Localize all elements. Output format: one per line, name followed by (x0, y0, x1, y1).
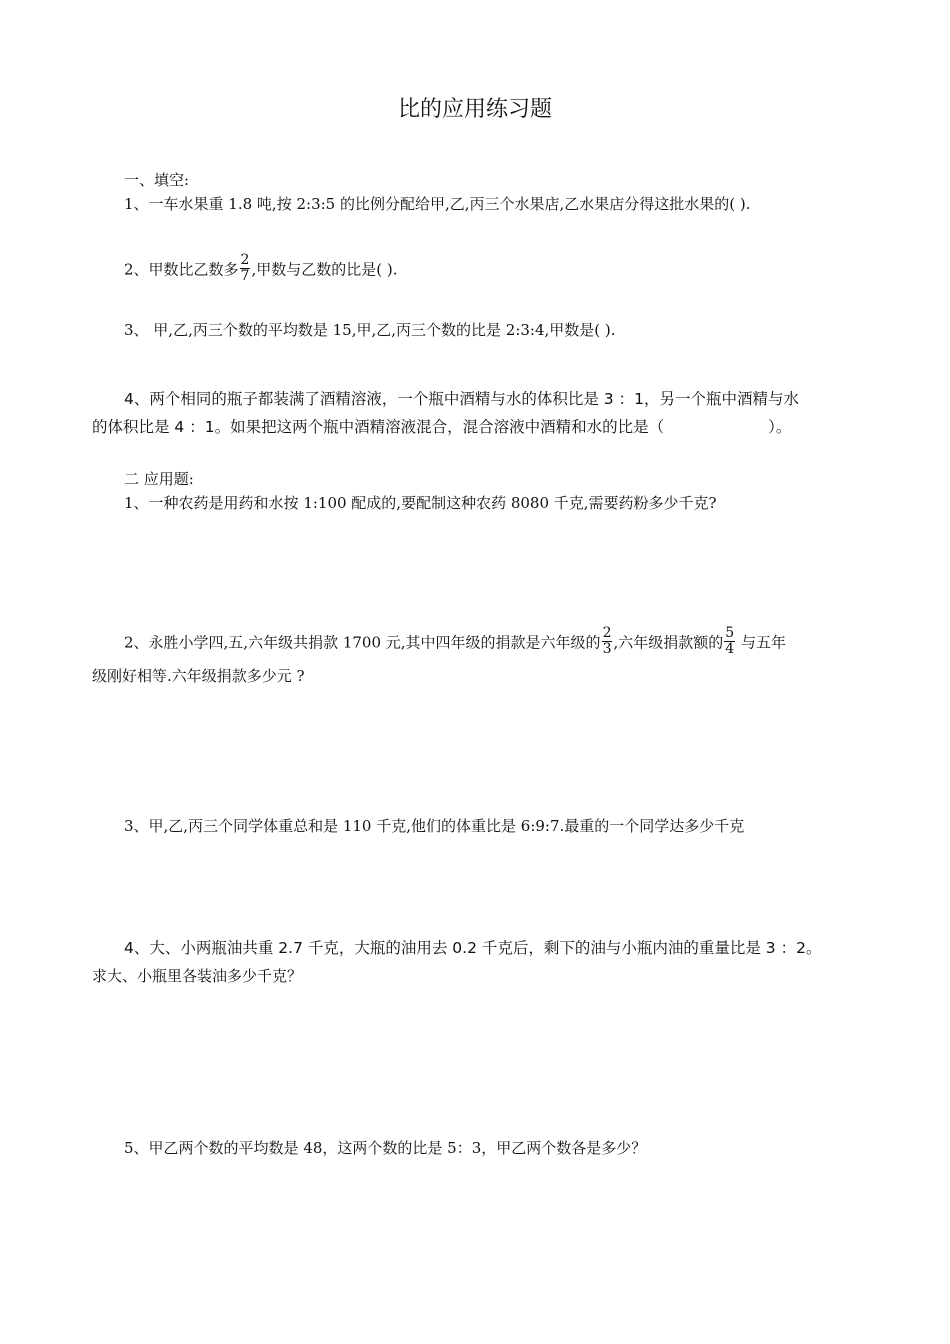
fraction-two-thirds (602, 626, 613, 657)
page-title: 比的应用练习题 (397, 97, 552, 122)
question-2-suffix: ,甲数与乙数的比是( ). (251, 260, 398, 279)
question-2-text-part-3: 与五年 (736, 633, 786, 652)
application-question-4-line-2: 求大、小瓶里各装油多少千克？ (92, 967, 303, 985)
application-question-4-line-1: 4、大、小两瓶油共重 2.7 千克，大瓶的油用去 0.2 千克后，剩下的油与小瓶内油的重量比是 3 ：2。 (124, 939, 822, 957)
question-4-text: 的体积比是 4 ：1。如果把这两个瓶中酒精溶液混合，混合溶液中酒精和水的比是（ (92, 418, 665, 436)
application-question-2-line-2: 级刚好相等.六年级捐款多少元 ? (92, 667, 305, 685)
application-question-5: 5、甲乙两个数的平均数是 48，这两个数的比是 5：3，甲乙两个数各是多少？ (124, 1139, 647, 1157)
fraction-numerator: 2 (240, 252, 250, 268)
fill-blank-question-4-line-1: 4、两个相同的瓶子都装满了酒精溶液，一个瓶中酒精与水的体积比是 3 ：1，另一个瓶中酒精与水 (124, 390, 799, 408)
question-2-text-part-1: 2、永胜小学四,五,六年级共捐款 1700 元,其中四年级的捐款是六年级的 (124, 633, 601, 652)
question-2-prefix: 2、甲数比乙数多 (124, 260, 239, 279)
application-question-1: 1、一种农药是用药和水按 1:100 配成的,要配制这种农药 8080 千克,需要药粉多少千克? (124, 494, 717, 512)
fraction-denominator: 4 (725, 641, 735, 657)
section-application-heading: 二 应用题: (124, 470, 194, 488)
fill-blank-question-4-line-2 (92, 417, 791, 437)
application-question-2-line-1 (124, 625, 786, 659)
fraction-two-sevenths (240, 253, 251, 284)
fill-blank-question-2 (124, 252, 398, 286)
fraction-numerator: 2 (602, 625, 612, 641)
fill-blank-question-3: 3、 甲,乙,丙三个数的平均数是 15,甲,乙,丙三个数的比是 2:3:4,甲数是( ). (124, 321, 616, 339)
fraction-denominator: 7 (240, 268, 250, 284)
question-4-close: ）。 (768, 418, 792, 436)
fraction-denominator: 3 (602, 641, 612, 657)
question-2-text-part-2: ,六年级捐款额的 (613, 633, 724, 652)
section-fill-blank-heading: 一、填空: (124, 171, 190, 189)
fraction-numerator: 5 (725, 625, 735, 641)
fraction-five-fourths (724, 626, 735, 657)
application-question-3: 3、甲,乙,丙三个同学体重总和是 110 千克,他们的体重比是 6:9:7.最重的一个同学达多少千克 (124, 817, 745, 835)
fill-blank-question-1: 1、一车水果重 1.8 吨,按 2:3:5 的比例分配给甲,乙,丙三个水果店,乙水果店分得这批水果的( ). (124, 195, 751, 213)
